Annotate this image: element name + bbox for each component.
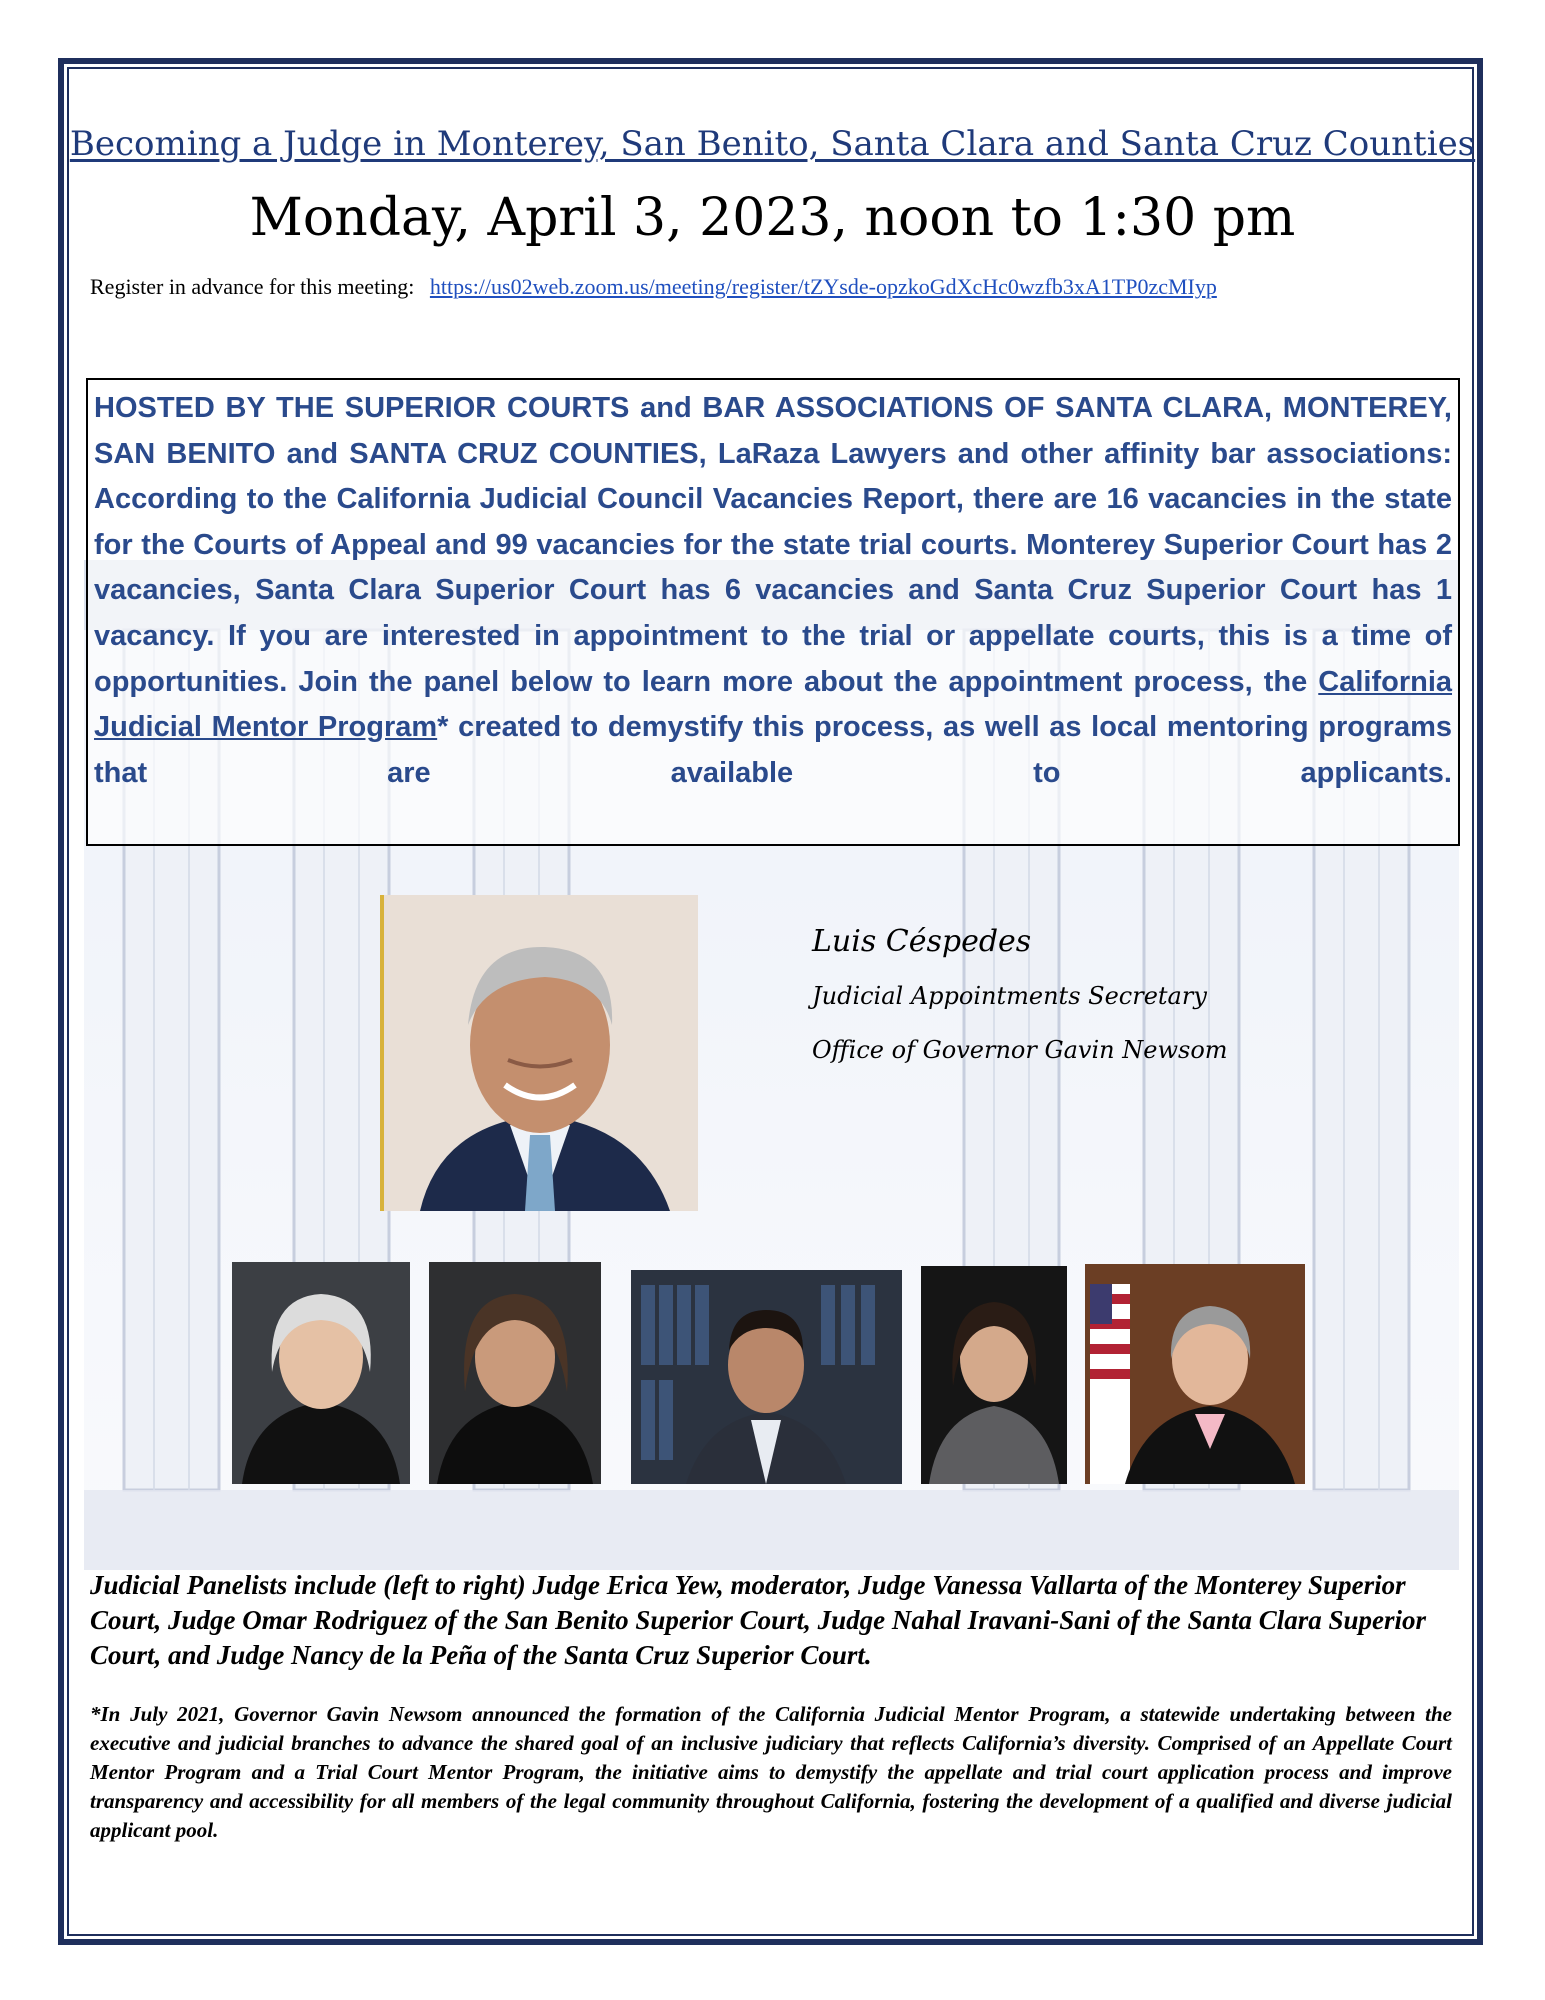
speaker-office: Office of Governor Gavin Newsom <box>812 1036 1228 1064</box>
panelists-caption: Judicial Panelists include (left to right) Judge Erica Yew, moderator, Judge Vanessa Vallarta of the Monterey Superior Court, Judge Omar Rodriguez of the San Benito Superior Court, Judge Nahal Iravani-Sani of the Santa Clara Superior Court, and Judge Nancy de la Peña of the Santa Cruz Superior Court. <box>90 1570 1427 1670</box>
luis-cespedes-photo <box>380 895 698 1211</box>
event-date: Monday, April 3, 2023, noon to 1:30 pm <box>249 188 1296 248</box>
mentor-program-footnote: *In July 2021, Governor Gavin Newsom announced the formation of the California Judicial Mentor Program, a statewide undertaking between the executive and judicial branches to advance the shared goal of an inclusive judiciary that reflects California’s diversity. Comprised of an Appellate Court Mentor Program and a Trial Court Mentor Program, the initiative aims to demystify the appellate and trial court application process and improve transparency and accessibility for all members of the legal community throughout California, fostering the development of a qualified and diverse judicial applicant pool. <box>90 1702 1452 1842</box>
hosted-text-after: * created to demystify this process, as well as local mentoring programs that are available to applicants. <box>94 711 1452 789</box>
panelist-photo-vanessa-vallarta <box>429 1262 601 1484</box>
speaker-name: Luis Céspedes <box>812 924 1032 959</box>
event-title: Becoming a Judge in Monterey, San Benito, Santa Clara and Santa Cruz Counties <box>69 124 1476 164</box>
hosted-text-before: HOSTED BY THE SUPERIOR COURTS and BAR ASSOCIATIONS OF SANTA CLARA, MONTEREY, SAN BENITO and SANTA CRUZ COUNTIES, LaRaza Lawyers and other affinity bar associations: According to the California Judicial Council Vacancies Report, there are 16 vacancies in the state for the Courts of Appeal and 99 vacancies for the state trial courts. Monterey Superior Court has 2 vacancies, Santa Clara Superior Court has 6 vacancies and Santa Cruz Superior Court has 1 vacancy. If you are interested in appointment to the trial or appellate courts, this is a time of opportunities. Join the panel below to learn more about the appointment process, the <box>94 392 1452 698</box>
panelist-photo-nancy-de-la-pena <box>1085 1264 1305 1484</box>
register-label: Register in advance for this meeting: <box>90 274 415 299</box>
panelist-photo-nahal-iravani-sani <box>921 1266 1067 1484</box>
speaker-title: Judicial Appointments Secretary <box>812 982 1207 1010</box>
register-line <box>90 274 1217 300</box>
panelist-photo-erica-yew <box>232 1262 410 1484</box>
hosted-by-box <box>86 378 1460 846</box>
register-link[interactable]: https://us02web.zoom.us/meeting/register/tZYsde-opzkoGdXcHc0wzfb3xA1TP0zcMIyp <box>429 274 1217 299</box>
mentor-program-link[interactable]: California Judicial Mentor Program <box>94 665 1453 744</box>
hosted-paragraph <box>94 386 1452 796</box>
panelist-photo-omar-rodriguez <box>631 1270 902 1484</box>
